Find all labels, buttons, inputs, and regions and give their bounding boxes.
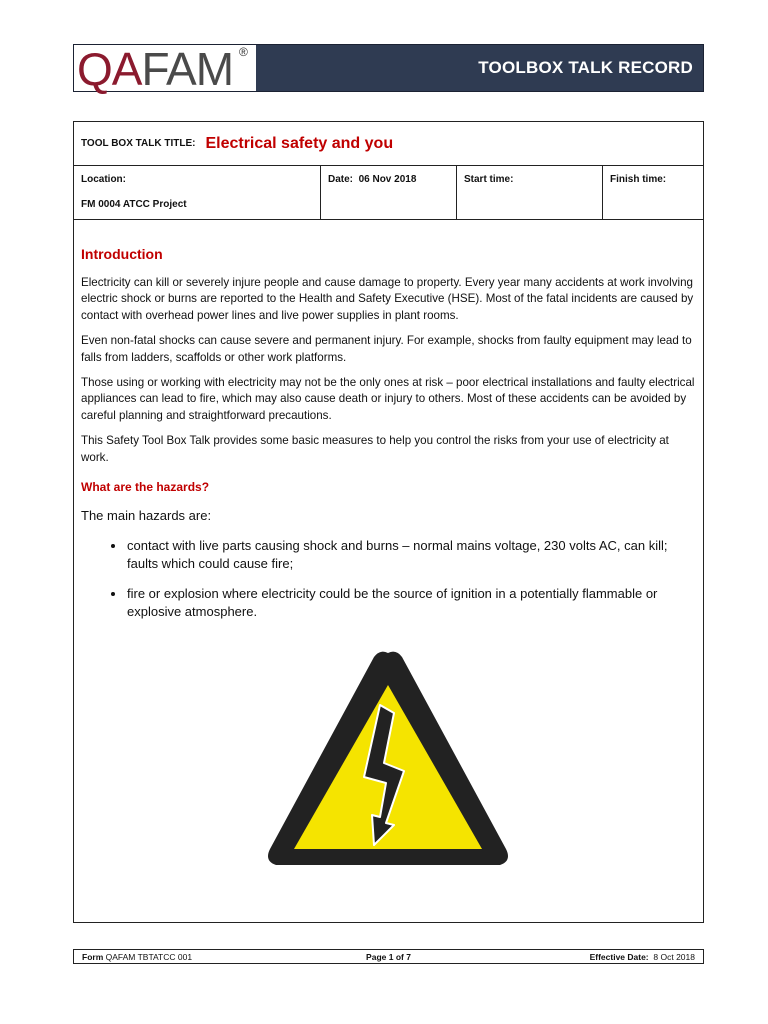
finish-time-cell <box>603 166 703 219</box>
title-bar <box>256 45 703 91</box>
intro-paragraph-1: Electricity can kill or severely injure people and cause damage to property. Every year many accidents at work involving electric shock or burns are reported to the Health and Safety Executive (HSE). Most of the fatal incidents are caused by contact with overhead power lines and live power supplies in plant rooms. <box>81 276 694 322</box>
introduction-heading: Introduction <box>81 246 163 262</box>
date-cell <box>321 166 457 219</box>
location-label: Location: <box>81 174 126 185</box>
intro-paragraph-3: Those using or working with electricity may not be the only ones at risk – poor electrical installations and faulty electrical appliances can lead to fire, which may also cause death or injury to others. Most of these accidents can be avoided by careful planning and straightforward precautions. <box>81 376 695 422</box>
start-time-cell <box>457 166 603 219</box>
page-number: Page 1 of 7 <box>366 951 411 962</box>
location-value: FM 0004 ATCC Project <box>81 199 187 210</box>
hazards-list <box>81 537 696 621</box>
talk-title-label: TOOL BOX TALK TITLE: <box>81 138 196 149</box>
hazards-lead: The main hazards are: <box>81 508 212 524</box>
qafam-logo <box>74 43 256 95</box>
hazards-heading: What are the hazards? <box>81 480 210 495</box>
hazard-item: • contact with live parts causing shock and burns – normal mains voltage, 230 volts AC, can kill; faults which could cause fire; <box>126 537 696 573</box>
form-reference <box>82 952 286 962</box>
talk-content <box>74 246 703 621</box>
finish-time-label: Finish time: <box>610 174 667 185</box>
talk-title-value: Electrical safety and you <box>205 134 394 152</box>
logo-qa: QA <box>77 43 142 95</box>
location-cell <box>74 166 321 219</box>
date-label: Date: <box>328 174 354 185</box>
document-header <box>73 43 704 95</box>
logo-fam: FAM <box>141 43 234 95</box>
form-label: Form <box>82 951 104 962</box>
date-value: 06 Nov 2018 <box>358 174 417 185</box>
effective-date-value: 8 Oct 2018 <box>653 951 695 962</box>
form-value: QAFAM TBTATCC 001 <box>105 951 193 962</box>
record-form <box>73 121 704 923</box>
effective-date-label: Effective Date: <box>589 951 649 962</box>
document-title: TOOLBOX TALK RECORD <box>478 58 693 77</box>
effective-date <box>491 952 695 962</box>
document-footer <box>73 949 704 964</box>
intro-paragraph-2: Even non-fatal shocks can cause severe and permanent injury. For example, shocks from faulty equipment may lead to falls from ladders, scaffolds or other work platforms. <box>81 334 692 364</box>
start-time-label: Start time: <box>464 174 514 185</box>
intro-paragraph-4: This Safety Tool Box Talk provides some basic measures to help you control the risks from your use of electricity at work. <box>81 434 669 464</box>
hazard-item: • fire or explosion where electricity could be the source of ignition in a potentially flammable or explosive atmosphere. <box>126 585 696 621</box>
electrical-hazard-sign-icon <box>262 645 514 885</box>
talk-info-row <box>74 166 703 220</box>
talk-title-row <box>74 122 703 166</box>
registered-mark: ® <box>239 45 248 59</box>
